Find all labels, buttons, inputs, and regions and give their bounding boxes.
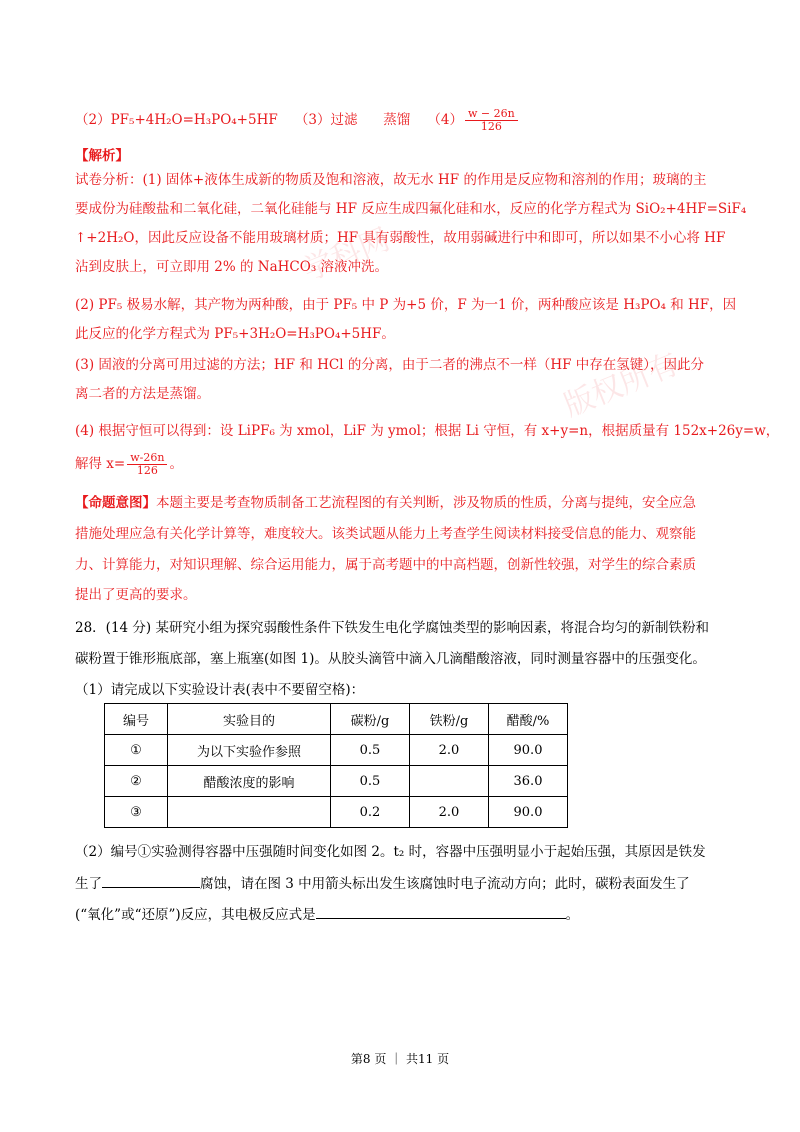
table-cell: 为以下实验作参照 [168, 735, 331, 766]
text-fragment: (“氧化”或“还原”)反应，其电极反应式是 [75, 907, 316, 923]
analysis-line: (4) 根据守恒可以得到：设 LiPF₆ 为 xmol，LiF 为 ymol；根据 Li 守恒，有 x+y=n，根据质量有 152x+26y=w， [75, 423, 780, 439]
table-cell: 2.0 [410, 735, 489, 766]
fraction-denominator: 126 [480, 120, 502, 133]
table-cell: ① [105, 735, 168, 766]
table-cell: 36.0 [489, 766, 568, 797]
answer-blank[interactable] [316, 904, 566, 919]
table-row [105, 797, 568, 828]
table-cell: 0.5 [331, 735, 410, 766]
analysis-solution [75, 452, 183, 477]
table-cell: 90.0 [489, 735, 568, 766]
question-28-subquestion-2-line [75, 904, 579, 925]
analysis-line: 此反应的化学方程式为 PF₅+3H₂O=H₃PO₄+5HF。 [75, 326, 395, 342]
answer-blank[interactable] [102, 873, 200, 888]
intent-line: 力、计算能力，对知识理解、综合运用能力，属于高考题中的中高档题，创新性较强，对学生的综合素质 [75, 557, 696, 573]
table-cell: 2.0 [410, 797, 489, 828]
experiment-table [104, 703, 568, 828]
intent-line [75, 493, 696, 513]
table-cell-blank[interactable] [410, 766, 489, 797]
question-28-line: 28．(14 分) 某研究小组为探究弱酸性条件下铁发生电化学腐蚀类型的影响因素，将混合均匀的新制铁粉和 [75, 620, 709, 636]
text-fragment: 。 [565, 907, 580, 923]
table-header: 铁粉/g [410, 704, 489, 735]
answer-label-3: （3）过滤 [294, 112, 358, 128]
table-cell: 0.2 [331, 797, 410, 828]
analysis-line: 试卷分析：(1) 固体+液体生成新的物质及饱和溶液，故无水 HF 的作用是反应物和溶剂的作用；玻璃的主 [75, 172, 707, 188]
analysis-line: ↑+2H₂O，因此反应设备不能用玻璃材质；HF 具有弱酸性，故用弱碱进行中和即可，所以如果不小心将 HF [75, 230, 726, 246]
table-header: 醋酸/% [489, 704, 568, 735]
fraction-denominator: 126 [136, 464, 158, 477]
fraction-numerator: w-26n [127, 452, 167, 465]
answer-label-4: （4） [427, 112, 463, 128]
analysis-line: 要成份为硅酸盐和二氧化硅，二氧化硅能与 HF 反应生成四氟化硅和水，反应的化学方程式为 SiO₂+4HF=SiF₄ [75, 201, 747, 217]
text-fragment: 腐蚀，请在图 3 中用箭头标出发生该腐蚀时电子流动方向；此时，碳粉表面发生了 [200, 876, 690, 892]
question-28-subquestion-1: （1）请完成以下实验设计表(表中不要留空格)： [75, 682, 365, 698]
answer-line [75, 108, 520, 133]
answer-equation: PF₅+4H₂O=H₃PO₄+5HF [110, 112, 278, 128]
table-cell: 90.0 [489, 797, 568, 828]
fraction-numerator: w − 26n [465, 108, 518, 121]
table-row [105, 766, 568, 797]
page-footer: 第8 页 ｜ 共11 页 [350, 1052, 450, 1066]
question-28-line: 碳粉置于锥形瓶底部，塞上瓶塞(如图 1)。从胶头滴管中滴入几滴醋酸溶液，同时测量容器中的压强变化。 [75, 651, 706, 667]
intent-header: 【命题意图】 [75, 495, 156, 511]
analysis-line: (3) 固液的分离可用过滤的方法；HF 和 HCl 的分离，由于二者的沸点不一样（HF 中存在氢键），因此分 [75, 357, 705, 373]
table-cell: ③ [105, 797, 168, 828]
table-header-row [105, 704, 568, 735]
watermark: 版权所有 [559, 346, 684, 424]
table-header: 编号 [105, 704, 168, 735]
intent-text: 本题主要是考查物质制备工艺流程图的有关判断，涉及物质的性质，分离与提纯，安全应急 [156, 495, 696, 511]
question-28-subquestion-2: （2）编号①实验测得容器中压强随时间变化如图 2。t₂ 时，容器中压强明显小于起始压强，其原因是铁发 [75, 844, 706, 860]
table-row [105, 735, 568, 766]
table-cell: 醋酸浓度的影响 [168, 766, 331, 797]
solution-prefix: 解得 x= [75, 456, 126, 472]
text-fragment: 生了 [75, 876, 102, 892]
intent-line: 提出了更高的要求。 [75, 587, 197, 603]
analysis-line: 沾到皮肤上，可立即用 2% 的 NaHCO₃ 溶液冲洗。 [75, 259, 389, 275]
answer-distillation: 蒸馏 [383, 112, 411, 128]
question-28-subquestion-2-line [75, 873, 690, 894]
table-cell-blank[interactable] [168, 797, 331, 828]
answer-label-2: （2） [75, 112, 111, 128]
solution-fraction [127, 452, 167, 477]
watermark: 学科网 [298, 222, 395, 289]
analysis-line: (2) PF₅ 极易水解，其产物为两种酸，由于 PF₅ 中 P 为+5 价，F 为一1 价，两种酸应该是 H₃PO₄ 和 HF，因 [75, 297, 737, 313]
table-cell: ② [105, 766, 168, 797]
analysis-header: 【解析】 [75, 148, 129, 164]
table-header: 实验目的 [168, 704, 331, 735]
table-header: 碳粉/g [331, 704, 410, 735]
analysis-line: 离二者的方法是蒸馏。 [75, 386, 210, 402]
table-cell: 0.5 [331, 766, 410, 797]
solution-suffix: 。 [169, 456, 183, 472]
answer-fraction [465, 108, 518, 133]
intent-line: 措施处理应急有关化学计算等，难度较大。该类试题从能力上考查学生阅读材料接受信息的能力、观察能 [75, 526, 696, 542]
